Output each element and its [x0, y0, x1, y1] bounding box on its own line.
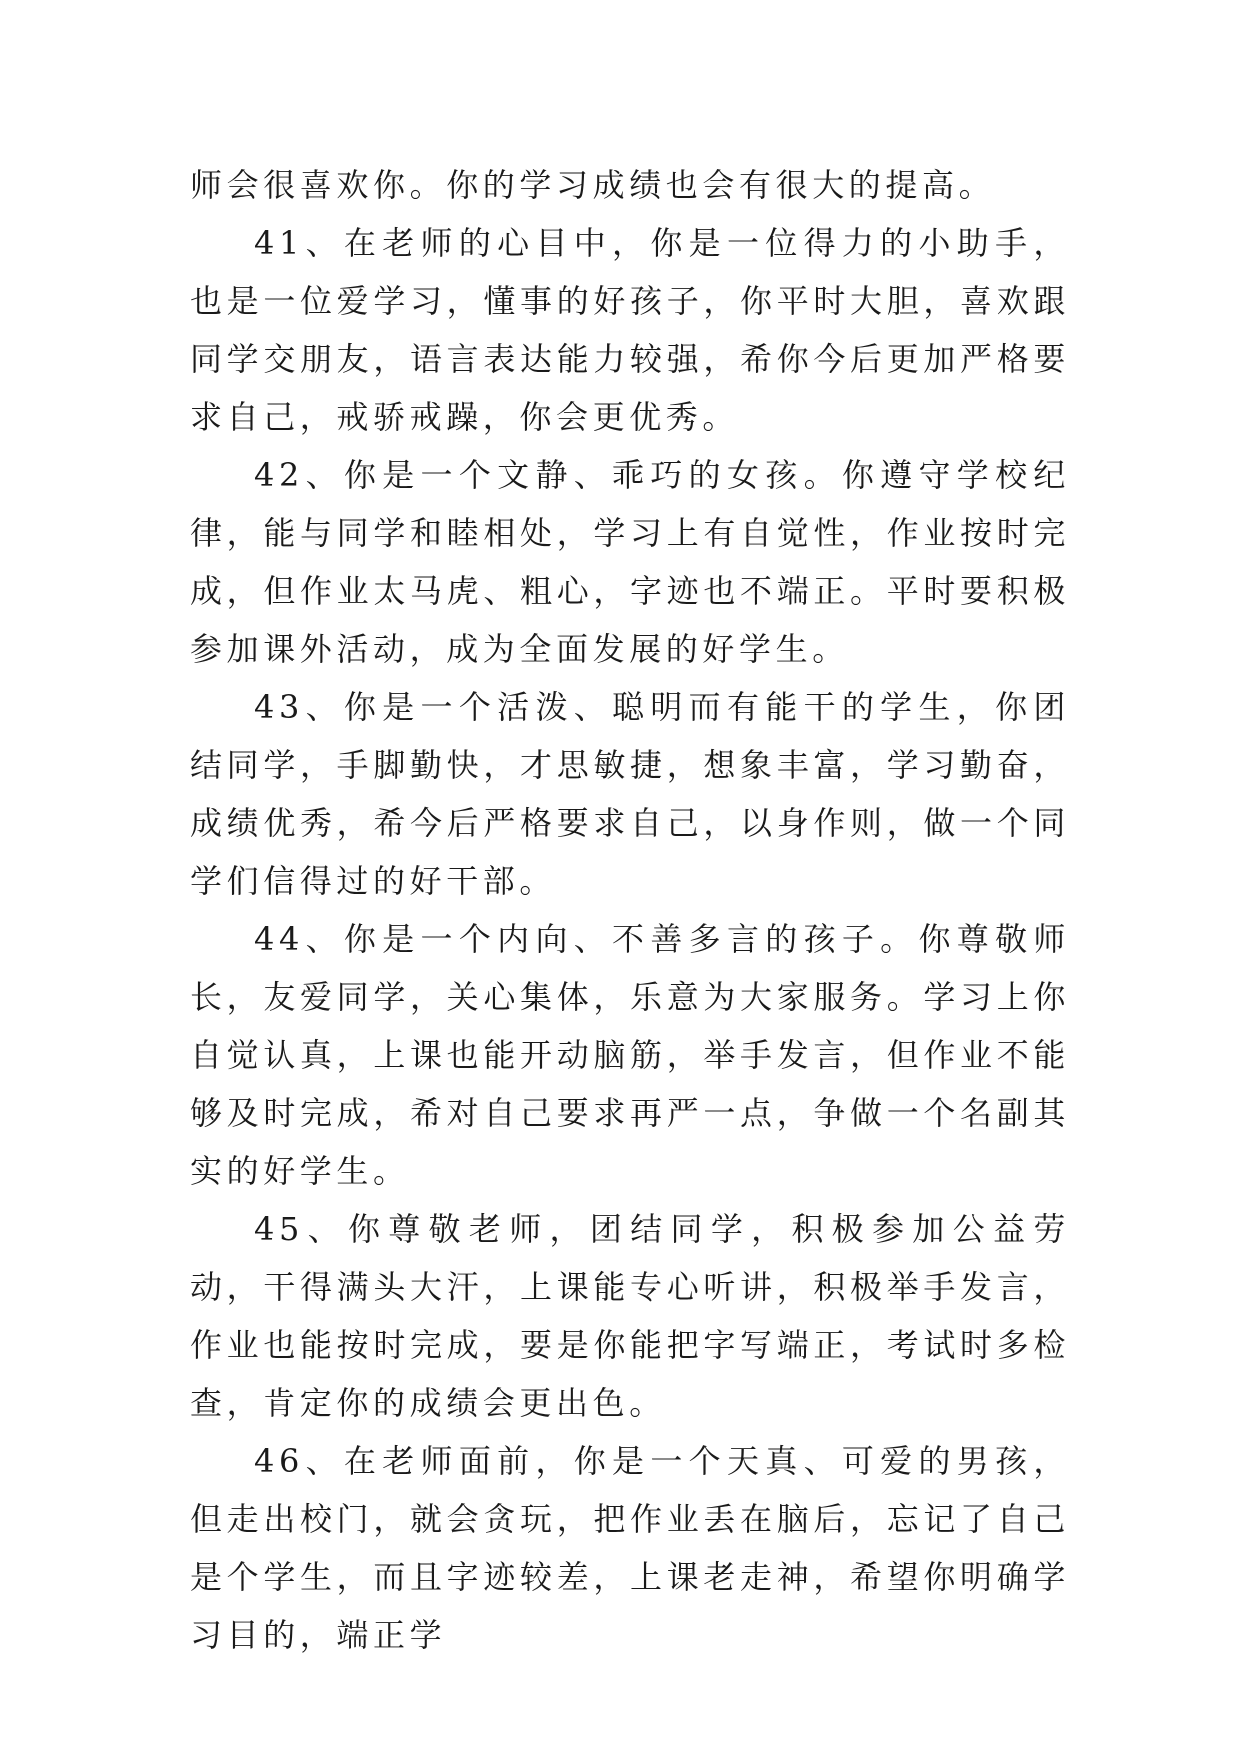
document-body	[190, 156, 1070, 1664]
paragraph-43: 43、你是一个活泼、聪明而有能干的学生，你团结同学，手脚勤快，才思敏捷，想象丰富，学习勤奋，成绩优秀，希今后严格要求自己，以身作则，做一个同学们信得过的好干部。	[190, 688, 1070, 900]
paragraph-44: 44、你是一个内向、不善多言的孩子。你尊敬师长，友爱同学，关心集体，乐意为大家服务。学习上你自觉认真，上课也能开动脑筋，举手发言，但作业不能够及时完成，希对自己要求再严一点，争做一个名副其实的好学生。	[190, 920, 1070, 1190]
paragraph-41: 41、在老师的心目中，你是一位得力的小助手，也是一位爱学习，懂事的好孩子，你平时大胆，喜欢跟同学交朋友，语言表达能力较强，希你今后更加严格要求自己，戒骄戒躁，你会更优秀。	[190, 224, 1070, 436]
paragraph-42: 42、你是一个文静、乖巧的女孩。你遵守学校纪律，能与同学和睦相处，学习上有自觉性，作业按时完成，但作业太马虎、粗心，字迹也不端正。平时要积极参加课外活动，成为全面发展的好学生。	[190, 456, 1070, 668]
paragraph-continuation: 师会很喜欢你。你的学习成绩也会有很大的提高。	[190, 166, 996, 204]
paragraph-45: 45、你尊敬老师，团结同学，积极参加公益劳动，干得满头大汗，上课能专心听讲，积极举手发言，作业也能按时完成，要是你能把字写端正，考试时多检查，肯定你的成绩会更出色。	[190, 1210, 1070, 1422]
paragraph-46: 46、在老师面前，你是一个天真、可爱的男孩，但走出校门，就会贪玩，把作业丢在脑后，忘记了自己是个学生，而且字迹较差，上课老走神，希望你明确学习目的，端正学	[190, 1442, 1070, 1654]
